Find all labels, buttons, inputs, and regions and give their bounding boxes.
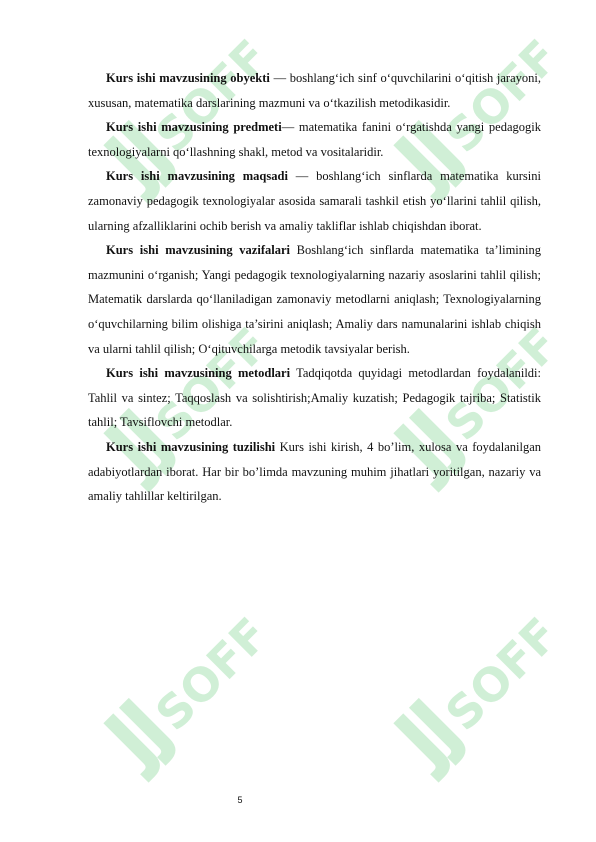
paragraph-heading: Kurs ishi mavzusining vazifalari xyxy=(106,243,290,258)
paragraph-heading: Kurs ishi mavzusining tuzilishi xyxy=(106,439,276,454)
paragraph-text: Tadqiqotda quyidagi metodlardan foydalanildi: Tahlil va sintez; Taqqoslash va solishtirish;Amaliy kuzatish; Pedagogik tajriba; Statistik tahlil; Tavsiflovchi metodlar. xyxy=(88,366,542,430)
paragraph-heading: Kurs ishi mavzusining metodlari xyxy=(106,366,291,381)
paragraph-tasks xyxy=(88,238,541,361)
paragraph-object xyxy=(88,66,541,115)
paragraph-text: — boshlang‘ich sinflarda matematika kursini zamonaviy pedagogik texnologiyalar asosida samarali tashkil etish yo‘llarini tahlil qilish, ularning afzalliklarini ochib berish va amaliy takliflar ishlab chiqishdan iborat. xyxy=(88,169,541,233)
paragraph-heading: Kurs ishi mavzusining obyekti xyxy=(106,71,270,85)
paragraph-goal xyxy=(88,164,541,238)
watermark-logo xyxy=(72,600,262,790)
paragraph-subject xyxy=(88,115,541,164)
paragraph-text: Boshlang‘ich sinflarda matematika ta’limining mazmunini o‘rganish; Yangi pedagogik texnologiyalarning nazariy asoslarini tahlil qilish; Matematik darslarda qo‘llaniladigan zamonaviy metodlarni aniqlash; Texnologiyalarning o‘quvchilarning bilim olishiga ta’sirini aniqlash; Amaliy dars namunalarini ishlab chiqish va ularni tahlil qilish; O‘qituvchilarga metodik tavsiyalar berish. xyxy=(88,243,541,356)
paragraph-heading: Kurs ishi mavzusining predmeti xyxy=(106,120,282,135)
paragraph-text: — matematika fanini o‘rgatishda yangi pedagogik texnologiyalarni qo‘llashning shakl, metod va vositalaridir. xyxy=(88,120,541,159)
paragraph-text: Kurs ishi kirish, 4 bo’lim, xulosa va foydalanilgan adabiyotlardan iborat. Har bir bo’limda mavzuning muhim jihatlari yoritilgan, nazariy va amaliy tahlillar keltirilgan. xyxy=(88,439,541,504)
watermark-logo xyxy=(362,600,552,790)
paragraph-structure xyxy=(88,435,541,509)
paragraph-text: — boshlang‘ich sinf o‘quvchilarini o‘qitish jarayoni, xususan, matematika darslarining mazmuni va o‘tkazilish metodikasidir. xyxy=(88,71,541,110)
paragraph-heading: Kurs ishi mavzusining maqsadi xyxy=(106,169,288,184)
document-body xyxy=(88,66,541,509)
paragraph-methods xyxy=(88,361,541,435)
page-number: 5 xyxy=(237,795,243,805)
